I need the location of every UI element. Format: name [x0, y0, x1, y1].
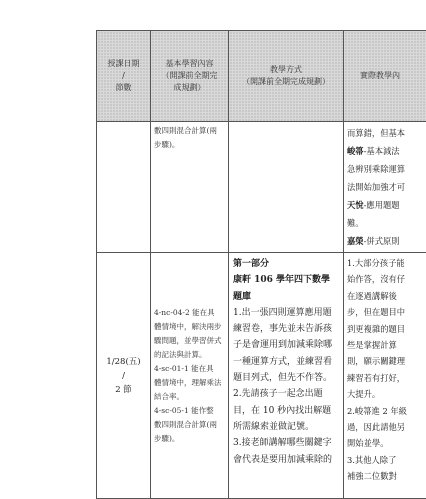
method-body: 1.出一張四則運算應用題練習卷，事先並未告訴孩子是會運用到加減乘除哪一種運算方式，並練習看題目列式，但先不作答。 2.先請孩子一起念出題目，在 10 秒內找出解題所需線索並做記號。 3.接老師講解哪些關鍵字會代表是要用加減乘除的: [233, 308, 332, 465]
row1-actual-cell: 而算錯，但基本 峻箒-基本減法 急辨別乘除運算 法開始加強才可 天悅-應用題題 難。 嘉榮-併式原則: [344, 122, 426, 253]
lesson-periods: 2 節: [97, 383, 150, 397]
date-separator: /: [97, 369, 150, 383]
header-method: 教學方式 （開課前全期完成規劃）: [229, 31, 344, 122]
row2-method-cell: [229, 253, 344, 499]
method-part-label: 第一部分: [233, 259, 269, 269]
row1-date-cell: [97, 122, 151, 253]
method-title: 康軒 106 學年四下數學題庫: [233, 275, 330, 301]
row2-actual-cell: 1.大部分孩子能 始作答，沒有仔 在逐過講解後 步，但在題目中 到更複雜的題目 些是掌握計算 則，願示關鍵理 練習若有打好， 大提升。 2.峻箒進 2 年級 過，因此請他另 開始並學。 3.其他人除了 補強二位數對: [344, 253, 426, 499]
lesson-date: 1/28(五): [97, 355, 150, 369]
table-header-row: [97, 31, 426, 122]
header-date: 授課日期 / 節數: [97, 31, 151, 122]
header-content: 基本學習內容 （開課前全期完 成規劃）: [151, 31, 229, 122]
table-row: [97, 122, 426, 253]
row2-content-cell: 4-nc-04-2 能在具 體情境中，解決兩步 驟問題，並學習併式 的記法與計算。 4-sc-01-1 能在具 體情境中，理解乘法 結合率。 4-sc-05-1 能作整 數四則混合計算(兩 步驟)。: [151, 253, 229, 499]
table-row: [97, 253, 426, 499]
row1-method-cell: [229, 122, 344, 253]
row2-date-cell: [97, 253, 151, 499]
header-actual: 實際教學內: [344, 31, 426, 122]
lesson-plan-table: [96, 30, 426, 499]
row1-content-cell: 數四則混合計算(兩 步驟)。: [151, 122, 229, 253]
